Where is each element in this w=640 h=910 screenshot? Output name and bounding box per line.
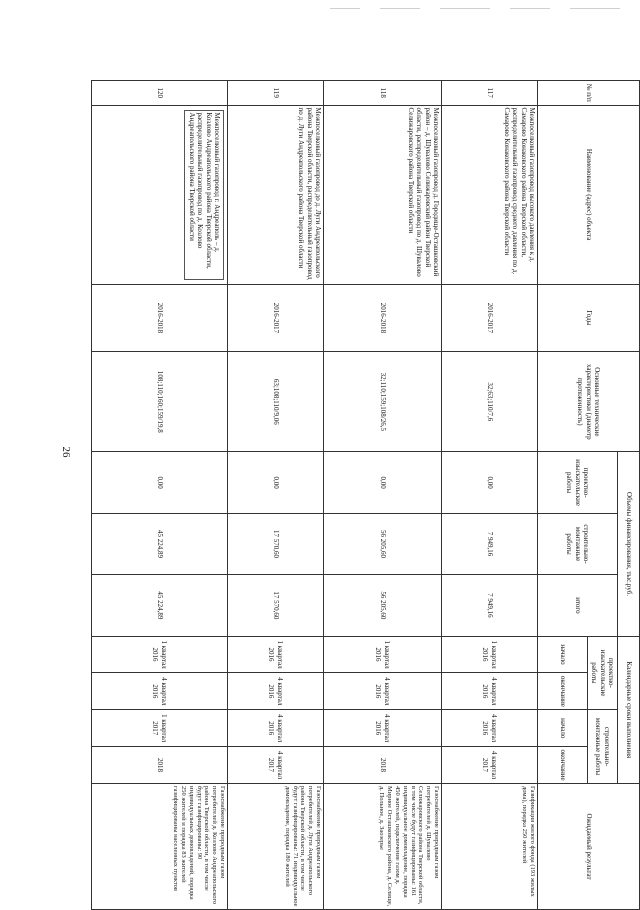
scan-artifact-line — [380, 8, 420, 9]
row-specs: 32;110;159;108/26,5 — [324, 352, 442, 452]
row-pir-end: 4 квартал 2016 — [324, 673, 442, 710]
row-name-box: Межпоселковый газопровод г. Андреаполь – д. Козлово Андреапольского района Тверской области, распределительный газопровод по д. Козлово Андреапольского района Тверской области — [184, 110, 224, 280]
header-smr: строительно-монтажные работы — [538, 513, 618, 574]
row-pir-start: 1 квартал 2016 — [228, 636, 324, 673]
row-smr: 17 570,60 — [228, 513, 324, 574]
row-smr-end: 2018 — [92, 747, 228, 784]
row-pir-end: 4 квартал 2016 — [228, 673, 324, 710]
row-years: 2016-2018 — [92, 284, 228, 352]
row-smr: 56 205,60 — [324, 513, 442, 574]
header-result: Ожидаемый результат — [538, 783, 640, 909]
header-schedule: Календарные сроки выполнения — [618, 636, 640, 783]
row-smr-start: 1 квартал 2017 — [92, 710, 228, 747]
row-total: 7 949,16 — [442, 575, 538, 636]
row-years: 2016-2017 — [228, 284, 324, 352]
row-pir: 0,00 — [228, 452, 324, 513]
header-smr-start: начало — [538, 710, 588, 747]
row-smr: 7 949,16 — [442, 513, 538, 574]
row-smr: 45 224,89 — [92, 513, 228, 574]
row-num: 120 — [92, 81, 228, 106]
row-pir: 0,00 — [442, 452, 538, 513]
row-pir-start: 1 квартал 2016 — [442, 636, 538, 673]
row-smr-end: 4 квартал 2017 — [442, 747, 538, 784]
row-num: 117 — [442, 81, 538, 106]
scan-artifact-line — [510, 8, 550, 9]
row-result: Газоснабжение природным газом потребителей д. Козлово Андреапольского района Тверской области, в том числе будут газифицированы: 90 индивидуальных домовладений, порядка 250 жителей и порядка 83 жителей газифицированы населенных пунктов — [92, 783, 228, 909]
row-result: Газоснабжение природным газом потребителей д. Луги Андреапольского района Тверской области, в том числе будут газифицированы: 71 индивидуальное домовладение, порядка 180 жителей — [228, 783, 324, 909]
header-pir-schedule: проектно-изыскательские работы — [588, 636, 618, 710]
header-total: итого — [538, 575, 618, 636]
row-pir-start: 1 квартал 2016 — [324, 636, 442, 673]
scan-artifact-line — [440, 8, 490, 9]
header-smr-schedule: строительно-монтажные работы — [588, 710, 618, 784]
row-smr-end: 2018 — [324, 747, 442, 784]
header-pir-start: начало — [538, 636, 588, 673]
row-specs: 63;108;110/9,06 — [228, 352, 324, 452]
row-years: 2016-2018 — [324, 284, 442, 352]
row-smr-start: 4 квартал 2016 — [324, 710, 442, 747]
row-num: 119 — [228, 81, 324, 106]
row-name: Межпоселковый газопровод д. Городище-Осташковский район – д. Шувалово Селижаровский район Тверской области, распределительный газопровод по д. Шувалово Селижаровского района Тверской области — [324, 105, 442, 284]
data-table — [91, 80, 640, 910]
row-total: 17 570,60 — [228, 575, 324, 636]
table-row — [324, 81, 442, 910]
row-total: 45 224,89 — [92, 575, 228, 636]
scan-artifact-line — [330, 8, 360, 9]
table-row — [442, 81, 538, 910]
row-smr-start: 4 квартал 2016 — [442, 710, 538, 747]
row-smr-end: 4 квартал 2017 — [228, 747, 324, 784]
row-result: Газоснабжение природным газом потребителей д. Шувалово Селижаровского района Тверской области, в том числе будут газифицированы: 161 индивидуальное домовладение, порядка 450 жителей, подключение газом д. Мирное Осташковского района, д. Селище, д. Польное, д. Заозерье — [324, 783, 442, 909]
row-pir-end: 4 квартал 2016 — [442, 673, 538, 710]
header-specs: Основные технические характеристики (диаметр протяженность) — [538, 352, 640, 452]
row-smr-start: 4 квартал 2016 — [228, 710, 324, 747]
row-name — [92, 105, 228, 284]
table-row — [228, 81, 324, 910]
header-financing: Объемы финансирования, тыс.руб. — [618, 452, 640, 636]
row-pir-end: 4 квартал 2016 — [92, 673, 228, 710]
row-pir-start: 1 квартал 2016 — [92, 636, 228, 673]
row-pir: 0,00 — [92, 452, 228, 513]
row-name: Межпоселковый газопровод высокого давления к д. Самарово Конаковского района Тверской области, распределительный газопровод среднего давления по д. Самарово Конаковского района Тверской области — [442, 105, 538, 284]
header-years: Годы — [538, 284, 640, 352]
page-number: 26 — [60, 446, 72, 458]
scan-artifact-line — [570, 8, 620, 9]
row-years: 2016-2017 — [442, 284, 538, 352]
header-pir-end: окончание — [538, 673, 588, 710]
row-pir: 0,00 — [324, 452, 442, 513]
row-result: Газификация жилого фонда (193 жилых дома), порядка 250 жителей — [442, 783, 538, 909]
header-pir: проектно-изыскательские работы — [538, 452, 618, 513]
row-name: Межпоселковый газопровод до д. Луги Андреапольского района Тверской области, распределительный газопровод по д. Луги Андреапольского района Тверской области — [228, 105, 324, 284]
row-specs: 32;63;110/7,6 — [442, 352, 538, 452]
table-row — [92, 81, 228, 910]
row-num: 118 — [324, 81, 442, 106]
header-name: Наименование (адрес) объекта — [538, 105, 640, 284]
header-num: № п/п — [538, 81, 640, 106]
row-specs: 108;110;160;159/19,8 — [92, 352, 228, 452]
header-smr-end: окончание — [538, 747, 588, 784]
row-total: 56 205,60 — [324, 575, 442, 636]
